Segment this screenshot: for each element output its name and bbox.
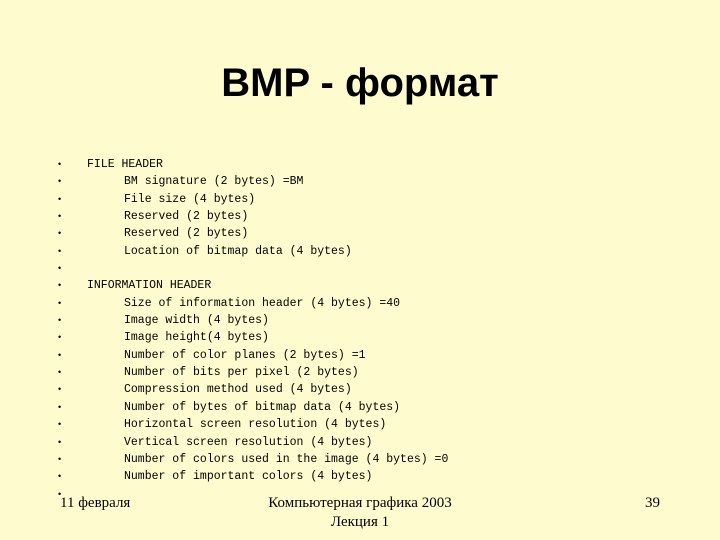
footer-lecture: Лекция 1	[330, 514, 390, 530]
list-item-text: Number of color planes (2 bytes) =1	[124, 348, 366, 362]
bullet-icon: •	[58, 471, 62, 482]
footer-page-number: 39	[645, 495, 660, 511]
bullet-icon: •	[58, 280, 62, 291]
list-item	[58, 347, 708, 364]
list-item-text: Reserved (2 bytes)	[124, 210, 249, 224]
list-item-text: Horizontal screen resolution (4 bytes)	[124, 418, 387, 432]
list-item-text: BM signature (2 bytes) =BM	[124, 175, 304, 189]
footer-course-info	[200, 494, 520, 532]
list-item	[58, 451, 708, 468]
list-item-text: Size of information header (4 bytes) =40	[124, 296, 401, 310]
list-item	[58, 156, 708, 173]
bullet-icon: •	[58, 211, 62, 222]
list-item	[58, 364, 708, 381]
list-item	[58, 191, 708, 208]
list-item	[58, 243, 708, 260]
list-item-text: Image width (4 bytes)	[124, 314, 269, 328]
bullet-icon: •	[58, 176, 62, 187]
bullet-icon: •	[58, 159, 62, 169]
bullet-icon: •	[58, 488, 62, 499]
bullet-icon: •	[58, 436, 62, 447]
list-item	[58, 208, 708, 225]
list-item	[58, 381, 708, 398]
list-item-text: Number of bytes of bitmap data (4 bytes)	[124, 400, 401, 414]
footer-date: 11 февраля	[60, 495, 131, 511]
list-item-text: Number of important colors (4 bytes)	[124, 470, 373, 484]
bullet-icon: •	[58, 349, 62, 360]
bullet-icon: •	[58, 315, 62, 326]
list-item	[58, 468, 708, 485]
bullet-icon: •	[58, 193, 62, 204]
bullet-icon: •	[58, 367, 62, 378]
list-item-text: INFORMATION HEADER	[87, 279, 212, 293]
bullet-icon: •	[58, 384, 62, 395]
bullet-icon: •	[58, 245, 62, 256]
list-item-text: Image height(4 bytes)	[124, 331, 269, 345]
bullet-icon: •	[58, 263, 62, 274]
list-item-text: FILE HEADER	[87, 158, 163, 171]
list-item	[58, 173, 708, 190]
list-item-text: Number of colors used in the image (4 bytes) =0	[124, 452, 449, 466]
bullet-icon: •	[58, 419, 62, 430]
list-item-text: Number of bits per pixel (2 bytes)	[124, 366, 359, 380]
list-item-text: Location of bitmap data (4 bytes)	[124, 244, 352, 258]
footer-course: Компьютерная графика 2003	[268, 495, 452, 511]
bullet-icon: •	[58, 453, 62, 464]
slide-title: BMP - формат	[221, 61, 499, 105]
bullet-icon: •	[58, 297, 62, 308]
list-item	[58, 329, 708, 346]
list-item	[58, 399, 708, 416]
list-item-text: Compression method used (4 bytes)	[124, 383, 352, 397]
list-item	[58, 416, 708, 433]
list-item-text: File size (4 bytes)	[124, 192, 256, 206]
list-item	[58, 260, 708, 277]
list-item-text: Vertical screen resolution (4 bytes)	[124, 435, 373, 449]
list-item	[58, 295, 708, 312]
list-item-text: Reserved (2 bytes)	[124, 227, 249, 241]
bullet-icon: •	[58, 401, 62, 412]
bullet-icon: •	[58, 332, 62, 343]
list-item	[58, 434, 708, 451]
list-item	[58, 277, 708, 294]
list-item	[58, 312, 708, 329]
bullet-list	[58, 156, 708, 503]
bullet-icon: •	[58, 228, 62, 239]
list-item	[58, 225, 708, 242]
